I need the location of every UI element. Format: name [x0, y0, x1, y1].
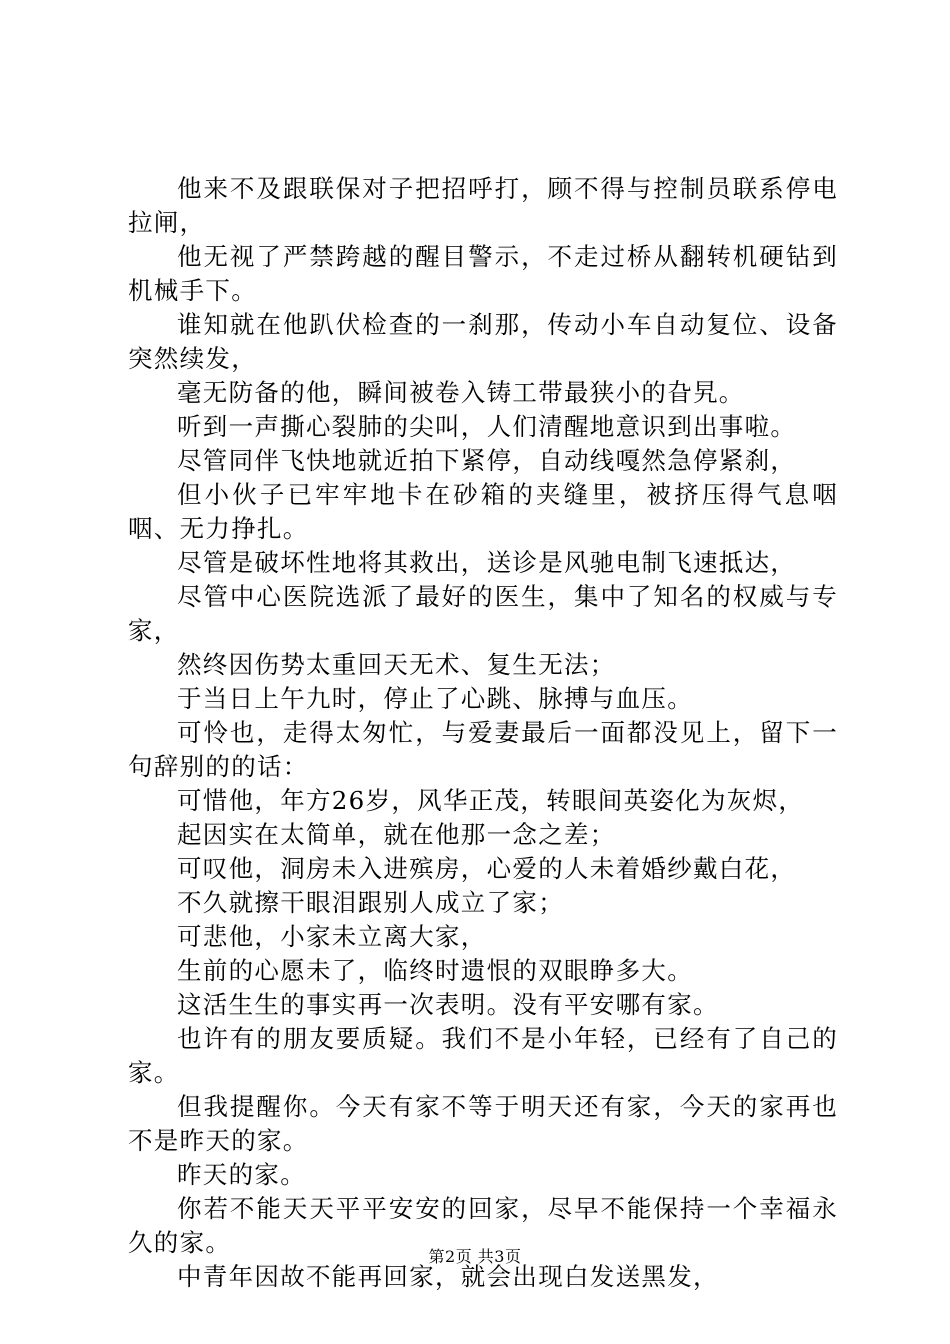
paragraph: 于当日上午九时，停止了心跳、脉搏与血压。 [177, 684, 693, 713]
paragraph: 不久就擦干眼泪跟别人成立了家； [177, 888, 564, 917]
page-footer: 第2页 共3页 [428, 1247, 522, 1266]
paragraph: 毫无防备的他，瞬间被卷入铸工带最狭小的旮旯。 [177, 378, 745, 407]
paragraph: 听到一声撕心裂肺的尖叫，人们清醒地意识到出事啦。 [177, 412, 797, 441]
body-text [128, 172, 838, 1294]
paragraph: 尽管中心医院选派了最好的医生，集中了知名的权威与专家， [128, 582, 838, 645]
paragraph: 然终因伤势太重回天无术、复生无法； [177, 650, 616, 679]
paragraph: 他来不及跟联保对子把招呼打，顾不得与控制员联系停电拉闸， [128, 174, 838, 237]
paragraph: 你若不能天天平平安安的回家，尽早不能保持一个幸福永久的家。 [128, 1194, 838, 1257]
paragraph: 但我提醒你。今天有家不等于明天还有家，今天的家再也不是昨天的家。 [128, 1092, 838, 1155]
paragraph: 但小伙子已牢牢地卡在砂箱的夹缝里，被挤压得气息咽咽、无力挣扎。 [128, 480, 838, 543]
paragraph: 可怜也，走得太匆忙，与爱妻最后一面都没见上，留下一句辞别的的话： [128, 718, 838, 781]
paragraph: 尽管同伴飞快地就近拍下紧停，自动线嘎然急停紧刹， [177, 446, 797, 475]
paragraph: 这活生生的事实再一次表明。没有平安哪有家。 [177, 990, 719, 1019]
paragraph: 也许有的朋友要质疑。我们不是小年轻，已经有了自己的家。 [128, 1024, 838, 1087]
paragraph: 可叹他，洞房未入进殡房，心爱的人未着婚纱戴白花， [177, 854, 797, 883]
paragraph: 谁知就在他趴伏检查的一刹那，传动小车自动复位、设备突然续发， [128, 310, 838, 373]
paragraph: 起因实在太简单，就在他那一念之差； [177, 820, 616, 849]
paragraph: 他无视了严禁跨越的醒目警示，不走过桥从翻转机硬钻到机械手下。 [128, 242, 838, 305]
paragraph: 昨天的家。 [177, 1160, 306, 1189]
paragraph: 可惜他，年方26岁，风华正茂，转眼间英姿化为灰烬， [177, 786, 805, 815]
paragraph: 尽管是破坏性地将其救出，送诊是风驰电制飞速抵达， [177, 548, 797, 577]
paragraph: 中青年因故不能再回家，就会出现白发送黑发， [177, 1262, 719, 1291]
paragraph: 生前的心愿未了，临终时遗恨的双眼睁多大。 [177, 956, 693, 985]
paragraph: 可悲他，小家未立离大家， [177, 922, 487, 951]
